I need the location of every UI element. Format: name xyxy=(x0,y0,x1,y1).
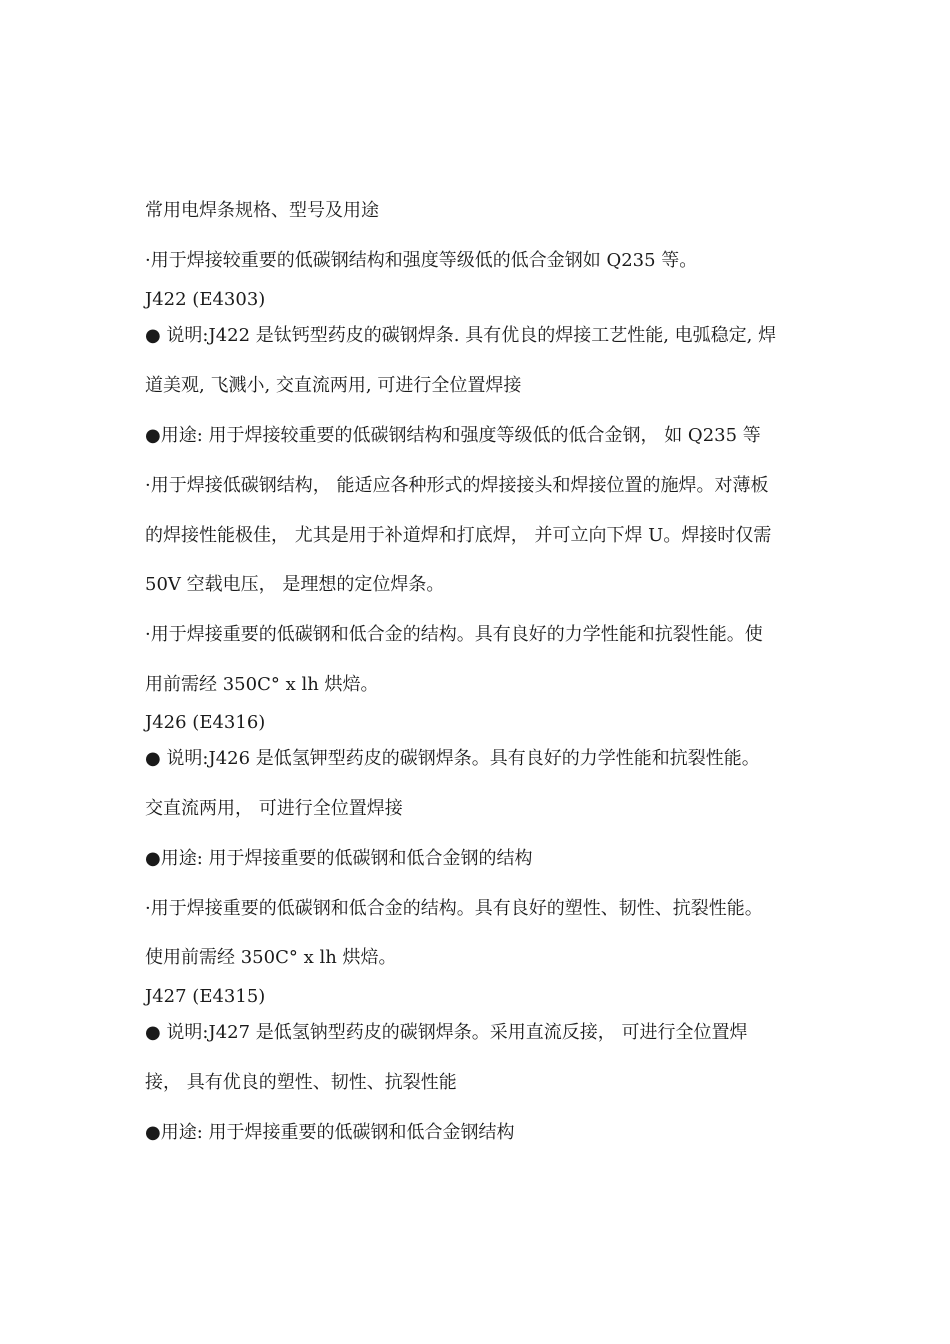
text-line: ·用于焊接较重要的低碳钢结构和强度等级低的低合金钢如 Q235 等。 xyxy=(145,250,698,271)
model-heading-j426: J426 (E4316) xyxy=(145,712,266,733)
text-line: 用前需经 350C° x lh 烘焙。 xyxy=(145,674,379,695)
text-line: ●用途: 用于焊接较重要的低碳钢结构和强度等级低的低合金钢， 如 Q235 等 xyxy=(145,425,761,446)
text-line: ·用于焊接低碳钢结构， 能适应各种形式的焊接接头和焊接位置的施焊。对薄板 xyxy=(145,475,769,496)
text-line: ● 说明:J427 是低氢钠型药皮的碳钢焊条。采用直流反接， 可进行全位置焊 xyxy=(145,1022,748,1043)
text-line: 道美观, 飞溅小, 交直流两用, 可进行全位置焊接 xyxy=(145,375,522,396)
text-line: ·用于焊接重要的低碳钢和低合金的结构。具有良好的塑性、韧性、抗裂性能。 xyxy=(145,898,763,919)
model-heading-j427: J427 (E4315) xyxy=(145,986,266,1007)
text-line: 交直流两用， 可进行全位置焊接 xyxy=(145,798,403,819)
text-line: ●用途: 用于焊接重要的低碳钢和低合金钢结构 xyxy=(145,1122,515,1143)
text-line: ●用途: 用于焊接重要的低碳钢和低合金钢的结构 xyxy=(145,848,533,869)
text-line: ● 说明:J422 是钛钙型药皮的碳钢焊条. 具有优良的焊接工艺性能, 电弧稳定, 焊 xyxy=(145,325,777,346)
text-line: 使用前需经 350C° x lh 烘焙。 xyxy=(145,947,397,968)
text-line: 的焊接性能极佳， 尤其是用于补道焊和打底焊， 并可立向下焊 U。焊接时仅需 xyxy=(145,525,772,546)
text-line: 接， 具有优良的塑性、韧性、抗裂性能 xyxy=(145,1072,457,1093)
text-line: 50V 空载电压， 是理想的定位焊条。 xyxy=(145,574,445,595)
model-heading-j422: J422 (E4303) xyxy=(145,289,266,310)
document-title: 常用电焊条规格、型号及用途 xyxy=(145,200,379,221)
text-line: ● 说明:J426 是低氢钾型药皮的碳钢焊条。具有良好的力学性能和抗裂性能。 xyxy=(145,748,760,769)
text-line: ·用于焊接重要的低碳钢和低合金的结构。具有良好的力学性能和抗裂性能。使 xyxy=(145,624,763,645)
